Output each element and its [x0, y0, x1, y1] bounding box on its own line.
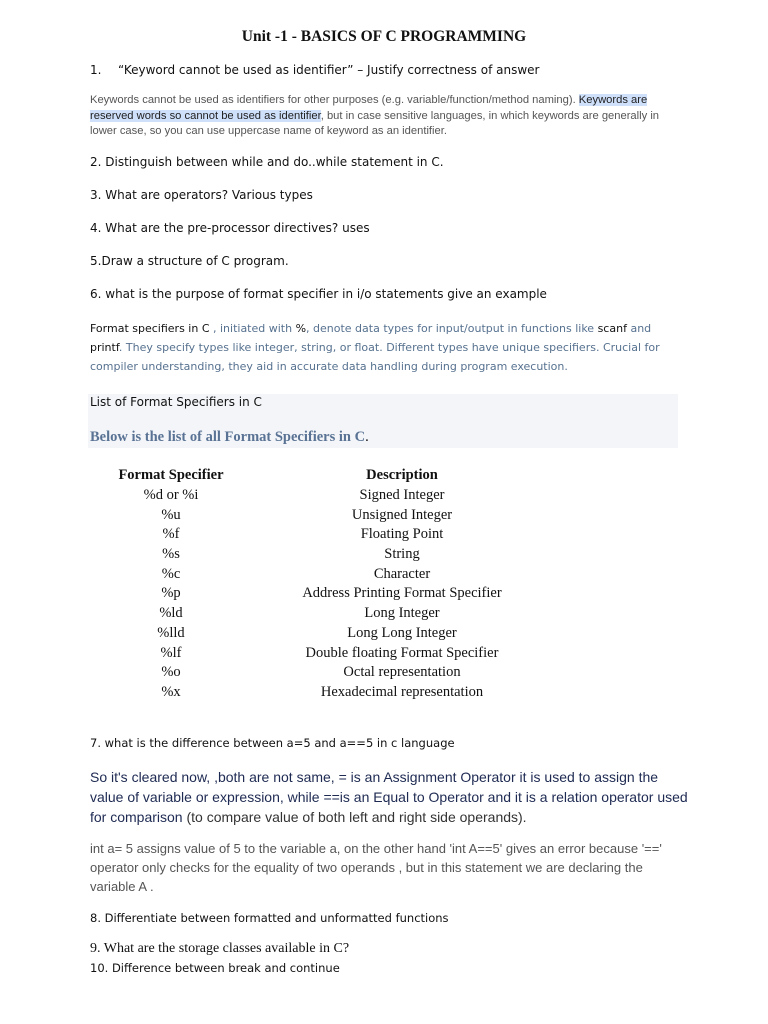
table-row [104, 486, 566, 506]
description-cell: Address Printing Format Specifier [302, 585, 502, 602]
specifier-cell: %p [161, 585, 181, 602]
specifier-cell: %lf [160, 644, 182, 661]
answer-7-main: So it's cleared now, ,both are not same, = is an Assignment Operator it is used to assign the value of variable or expression, while ==is an Equal to Operator and it is a relation operator used for comparison [90, 769, 688, 825]
question-1-number: 1. [90, 63, 102, 77]
description-cell: String [384, 546, 420, 563]
specifier-cell: %x [161, 683, 181, 700]
question-1-text: “Keyword cannot be used as identifier” – Justify correctness of answer [118, 63, 540, 77]
format-specifiers-subheading [90, 429, 369, 446]
answer-6-text-1: , initiated with [209, 322, 296, 335]
table-row [104, 584, 566, 604]
format-specifiers-heading: List of Format Specifiers in C [90, 395, 262, 409]
table-row [104, 624, 566, 644]
answer-6-text-2: , denote data types for input/output in functions like [306, 322, 598, 335]
specifier-cell: %d or %i [143, 487, 199, 504]
specifier-cell: %f [162, 526, 180, 543]
answer-7-tail: (to compare value of both left and right side operands). [182, 809, 527, 825]
format-specifiers-subheading-text: Below is the list of all Format Specifiers in C [90, 429, 366, 445]
answer-1 [90, 93, 680, 140]
answer-1-text-end: , but in case sensitive languages, in which keywords are generally in lower case, so you can use uppercase name of keyword as an identifier. [90, 109, 660, 137]
page-title: Unit -1 - BASICS OF C PROGRAMMING [241, 28, 527, 45]
specifier-cell: %u [161, 506, 181, 523]
description-cell: Hexadecimal representation [320, 683, 484, 700]
format-specifiers-subheading-period: . [365, 429, 369, 445]
question-3: 3. What are operators? Various types [90, 188, 313, 202]
table-row [104, 683, 566, 703]
description-cell: Signed Integer [359, 487, 445, 504]
answer-1-text-start: Keywords cannot be used as identifiers for other purposes (e.g. variable/function/method naming). [90, 94, 579, 106]
question-2: 2. Distinguish between while and do..while statement in C. [90, 155, 444, 169]
description-cell: Octal representation [343, 664, 461, 681]
specifier-cell: %ld [159, 605, 183, 622]
question-6: 6. what is the purpose of format specifier in i/o statements give an example [90, 287, 547, 301]
description-cell: Double floating Format Specifier [305, 644, 499, 661]
table-row [104, 643, 566, 663]
column-header-description: Description [366, 467, 438, 484]
table-row [104, 604, 566, 624]
table-row [104, 505, 566, 525]
table-row [104, 663, 566, 683]
description-cell: Character [373, 565, 431, 582]
table-row [104, 545, 566, 565]
column-header-format-specifier: Format Specifier [118, 467, 224, 484]
question-7: 7. what is the difference between a=5 and a==5 in c language [90, 736, 455, 750]
question-10: 10. Difference between break and continue [90, 961, 340, 975]
answer-1-highlight: Keywords are reserved words so cannot be used as identifier [90, 94, 648, 122]
answer-7-paragraph-2: int a= 5 assigns value of 5 to the variable a, on the other hand 'int A==5' gives an error because '==' operator only checks for the equality of two operands , but in this statement we are declaring the variable A . [90, 841, 662, 894]
description-cell: Floating Point [360, 526, 444, 543]
answer-6 [90, 319, 680, 376]
question-8: 8. Differentiate between formatted and unformatted functions [90, 911, 449, 925]
specifier-cell: %o [161, 664, 181, 681]
answer-6-lead: Format specifiers in C [90, 322, 210, 335]
table-header-row [104, 466, 566, 486]
printf-keyword: printf [90, 341, 119, 354]
percent-sign: % [295, 322, 307, 335]
answer-6-and: and [626, 322, 652, 335]
format-specifier-table [104, 466, 566, 702]
specifier-cell: %s [162, 546, 180, 563]
question-9: 9. What are the storage classes available in C? [90, 941, 350, 956]
description-cell: Long Integer [364, 605, 440, 622]
scanf-keyword: scanf [597, 322, 627, 335]
specifier-cell: %c [161, 565, 181, 582]
table-row [104, 564, 566, 584]
question-4: 4. What are the pre-processor directives? uses [90, 221, 370, 235]
description-cell: Unsigned Integer [351, 506, 453, 523]
specifier-cell: %lld [157, 624, 185, 641]
question-5: 5.Draw a structure of C program. [90, 254, 289, 268]
description-cell: Long Long Integer [347, 624, 457, 641]
answer-6-text-3: . They specify types like integer, string, or float. Different types have unique specifiers. Crucial for compiler understanding, they aid in accurate data handling during program execution. [90, 341, 660, 373]
question-1 [90, 63, 539, 77]
answer-7-paragraph-1 [90, 767, 690, 827]
table-row [104, 525, 566, 545]
